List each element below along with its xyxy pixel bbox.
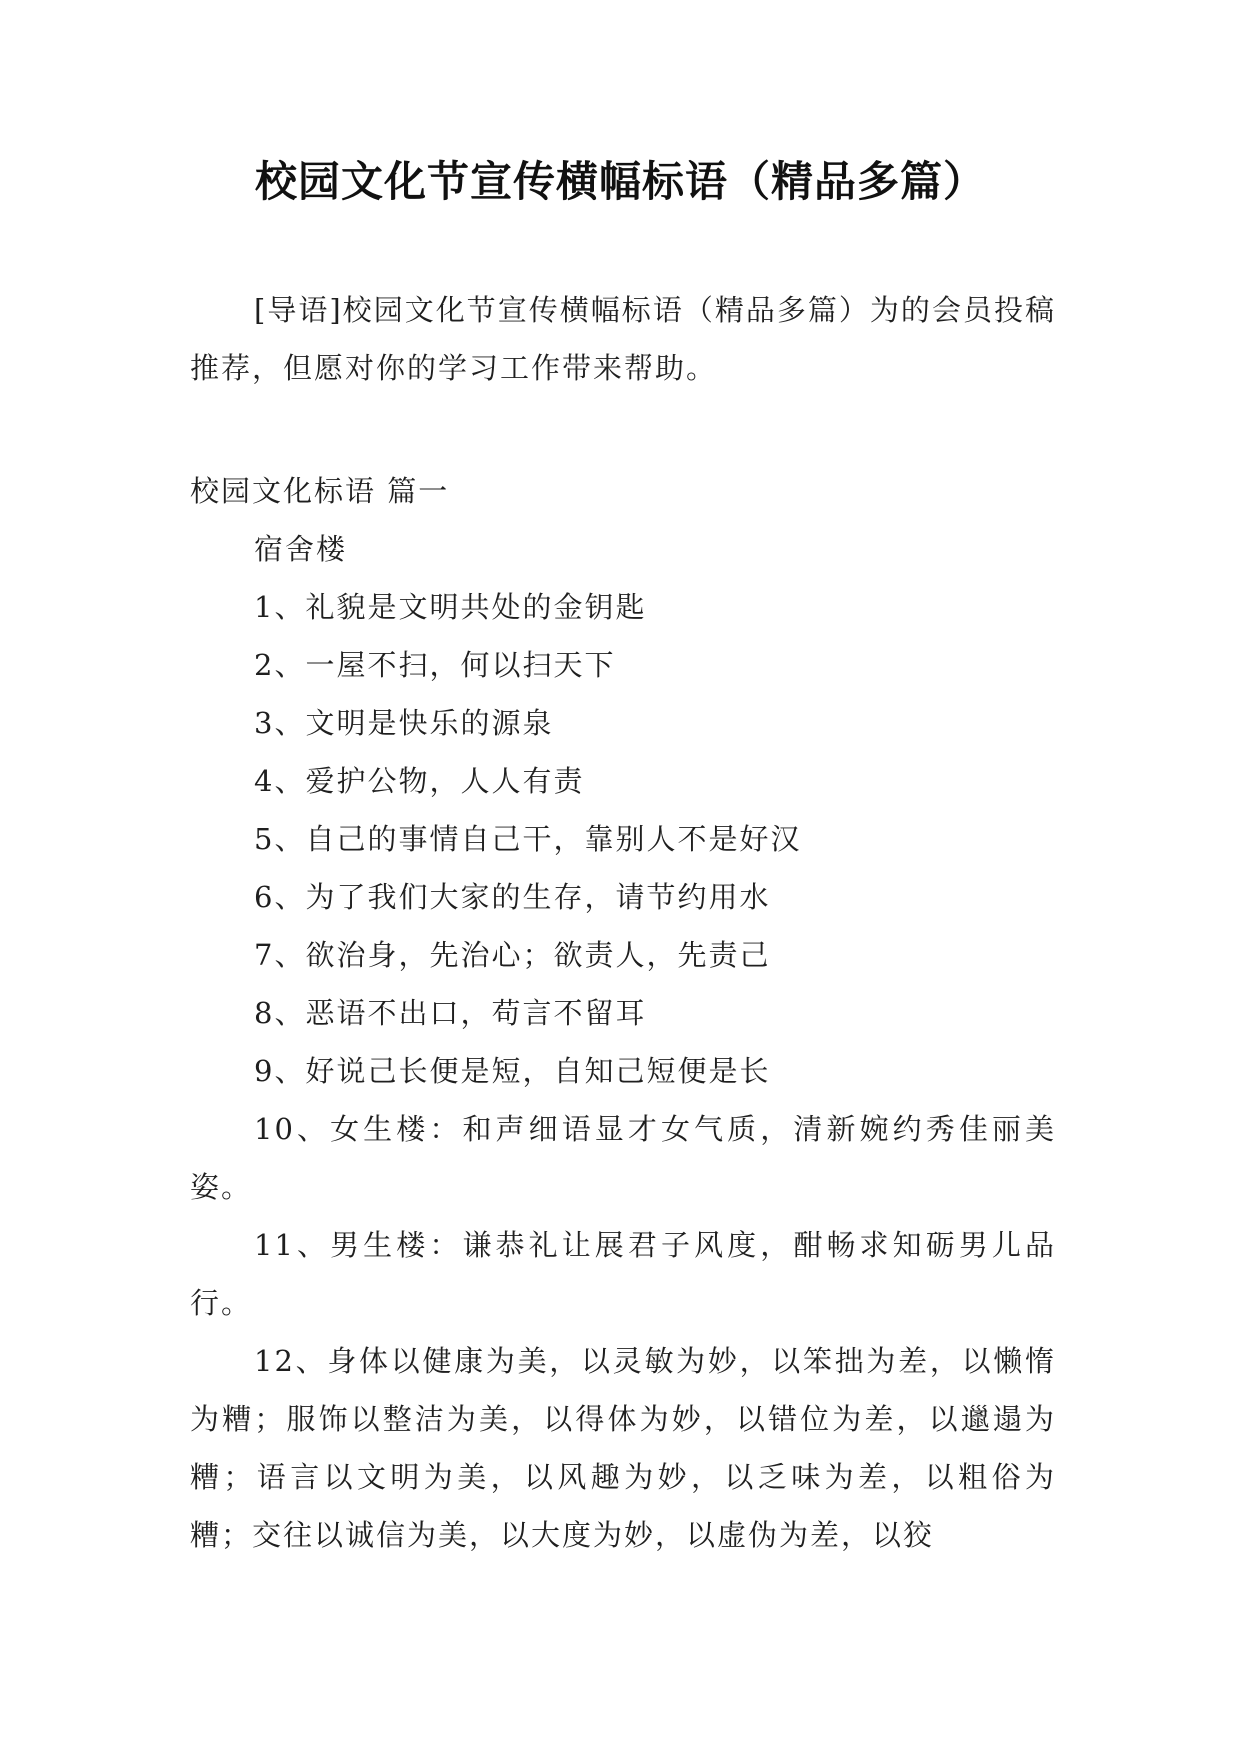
list-item: 6、为了我们大家的生存，请节约用水	[254, 880, 771, 914]
section-block	[190, 462, 1056, 1564]
document-title: 校园文化节宣传横幅标语（精品多篇）	[254, 157, 986, 206]
section-subheading: 宿舍楼	[254, 532, 348, 566]
list-item: 5、自己的事情自己干，靠别人不是好汉	[254, 822, 802, 856]
list-item: 4、爱护公物，人人有责	[254, 764, 585, 798]
lead-paragraph-block	[190, 281, 1056, 397]
list-item: 3、文明是快乐的源泉	[254, 706, 554, 740]
list-item: 8、恶语不出口，苟言不留耳	[254, 996, 647, 1030]
list-item: 2、一屋不扫，何以扫天下	[254, 648, 616, 682]
list-item: 7、欲治身，先治心；欲责人，先责己	[254, 938, 771, 972]
lead-paragraph: [导语]校园文化节宣传横幅标语（精品多篇）为的会员投稿推荐，但愿对你的学习工作带来帮助。	[190, 293, 1056, 385]
section-heading: 校园文化标语 篇一	[190, 474, 450, 508]
list-item: 12、身体以健康为美，以灵敏为妙，以笨拙为差，以懒惰为糟；服饰以整洁为美，以得体为妙，以错位为差，以邋遢为糟；语言以文明为美，以风趣为妙，以乏味为差，以粗俗为糟；交往以诚信为美，以大度为妙，以虚伪为差，以狡	[190, 1344, 1056, 1552]
list-item: 11、男生楼：谦恭礼让展君子风度，酣畅求知砺男儿品行。	[190, 1228, 1056, 1320]
list-item: 10、女生楼：和声细语显才女气质，清新婉约秀佳丽美姿。	[190, 1112, 1056, 1204]
list-item: 9、好说己长便是短，自知己短便是长	[254, 1054, 771, 1088]
list-item: 1、礼貌是文明共处的金钥匙	[254, 590, 647, 624]
